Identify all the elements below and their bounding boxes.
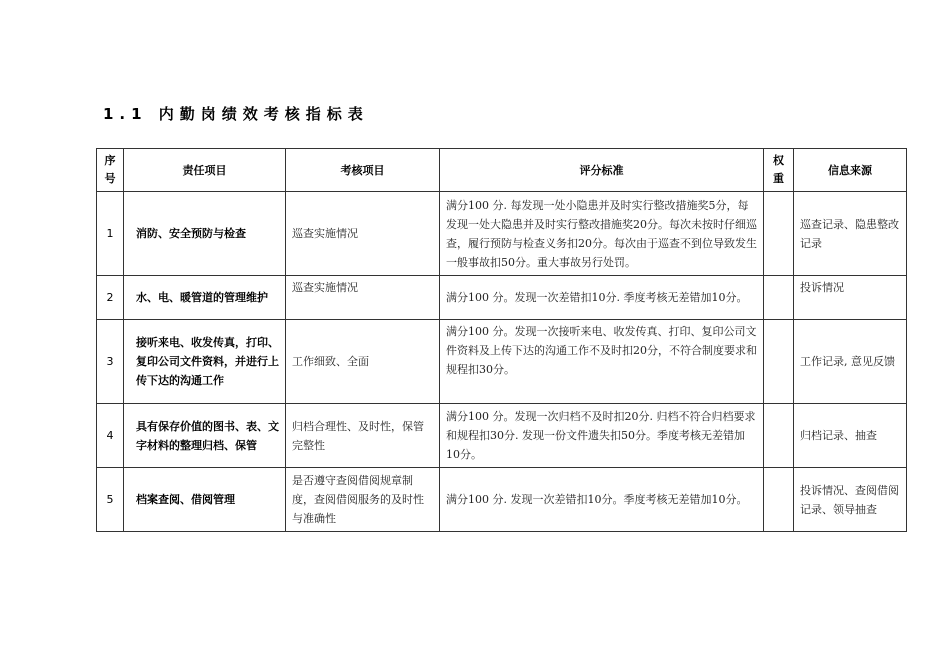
table-row [97, 404, 907, 468]
row-check: 巡查实施情况 [286, 192, 440, 276]
row-source: 工作记录, 意见反馈 [794, 320, 907, 404]
row-no: 3 [97, 320, 124, 404]
table-row [97, 320, 907, 404]
row-criteria: 满分100 分。发现一次接听来电、收发传真、打印、复印公司文件资料及上传下达的沟通工作不及时扣20分，不符合制度要求和规程扣30分。 [440, 320, 764, 404]
row-check: 是否遵守查阅借阅规章制度，查阅借阅服务的及时性与准确性 [286, 468, 440, 532]
row-criteria: 满分100 分. 发现一次差错扣10分。季度考核无差错加10分。 [440, 468, 764, 532]
row-item: 档案查阅、借阅管理 [124, 468, 286, 532]
row-weight [764, 320, 794, 404]
row-criteria: 满分100 分. 每发现一处小隐患并及时实行整改措施奖5分，每发现一处大隐患并及时实行整改措施奖20分。每次未按时仔细巡查，履行预防与检查义务扣20分。每次由于巡查不到位导致发生一般事故扣50分。重大事故另行处罚。 [440, 192, 764, 276]
row-item: 具有保存价值的图书、表、文字材料的整理归档、保管 [124, 404, 286, 468]
row-check: 归档合理性、及时性，保管完整性 [286, 404, 440, 468]
row-criteria: 满分100 分。发现一次归档不及时扣20分. 归档不符合归档要求和规程扣30分. 发现一份文件遗失扣50分。季度考核无差错加10分。 [440, 404, 764, 468]
row-no: 4 [97, 404, 124, 468]
row-criteria: 满分100 分。发现一次差错扣10分. 季度考核无差错加10分。 [440, 276, 764, 320]
table-row [97, 468, 907, 532]
row-check: 工作细致、全面 [286, 320, 440, 404]
row-check: 巡查实施情况 [286, 276, 440, 320]
row-item: 水、电、暖管道的管理维护 [124, 276, 286, 320]
row-weight [764, 276, 794, 320]
row-no: 2 [97, 276, 124, 320]
table-header-row [97, 149, 907, 192]
table-row [97, 276, 907, 320]
row-weight [764, 192, 794, 276]
row-no: 1 [97, 192, 124, 276]
row-weight [764, 404, 794, 468]
row-no: 5 [97, 468, 124, 532]
row-source: 投诉情况、查阅借阅记录、领导抽查 [794, 468, 907, 532]
row-item: 接听来电、收发传真，打印、复印公司文件资料，并进行上传下达的沟通工作 [124, 320, 286, 404]
table-row [97, 192, 907, 276]
row-source: 巡查记录、隐患整改记录 [794, 192, 907, 276]
header-criteria: 评分标准 [440, 149, 764, 192]
header-weight: 权 重 [764, 149, 794, 192]
header-check: 考核项目 [286, 149, 440, 192]
header-item: 责任项目 [124, 149, 286, 192]
row-source: 投诉情况 [794, 276, 907, 320]
row-item: 消防、安全预防与检查 [124, 192, 286, 276]
page-title: 1.1 内勤岗绩效考核指标表 [103, 105, 369, 123]
performance-table [96, 148, 907, 532]
row-source: 归档记录、抽查 [794, 404, 907, 468]
row-weight [764, 468, 794, 532]
header-source: 信息来源 [794, 149, 907, 192]
header-seq: 序 号 [97, 149, 124, 192]
